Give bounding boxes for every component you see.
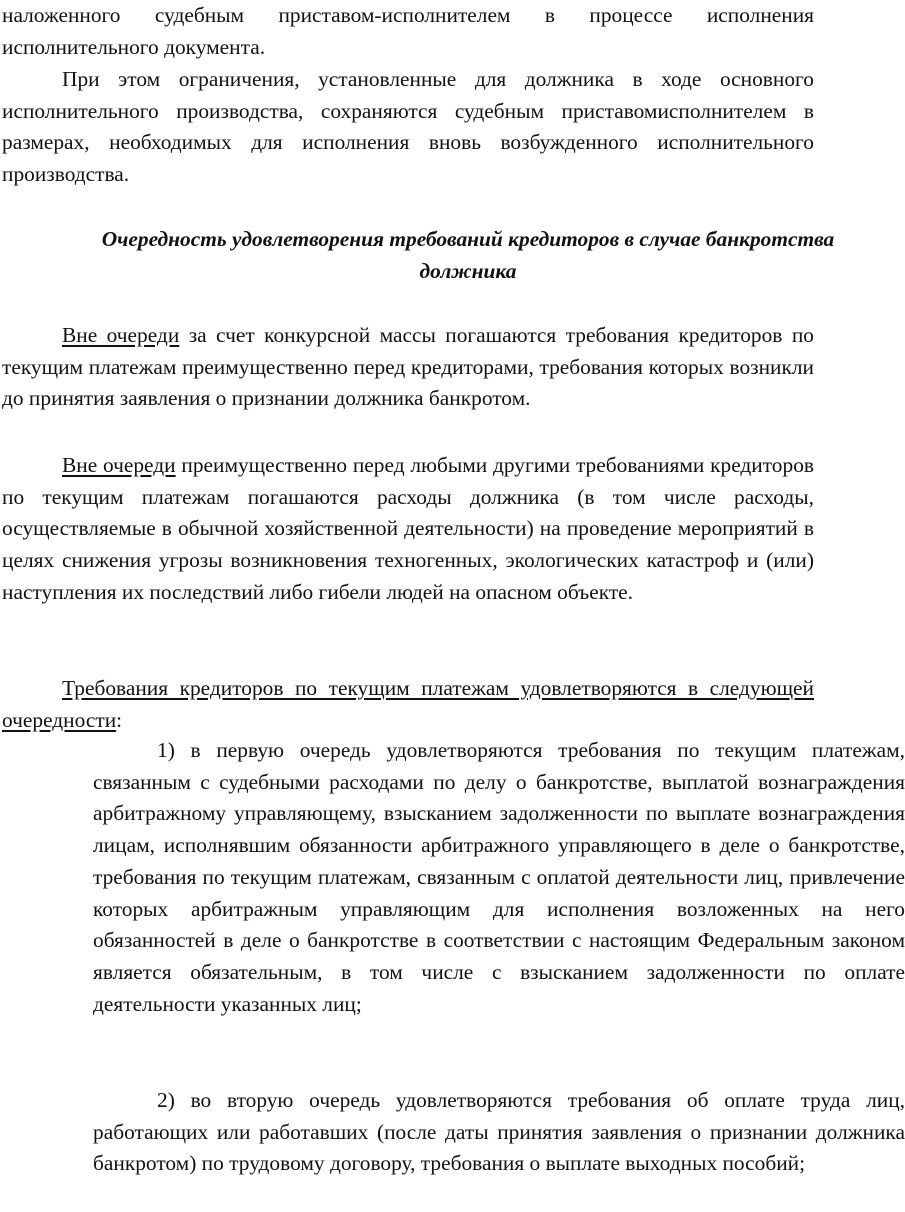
paragraph-text: преимущественно перед любыми другими требованиями кредиторов по текущим платежам погашаются расходы должника (в том числе расходы, осуществляемые в обычной хозяйственной деятельности) на проведение мероприятий в целях снижения угрозы возникновения техногенных, экологических катастроф и (или) наступления их последствий либо гибели людей на опасном объекте. <box>2 453 814 604</box>
paragraph-restrictions: При этом ограничения, установленные для должника в ходе основного исполнительного производства, сохраняются судебным приставомисполнителем в размерах, необходимых для исполнения вновь возбужденного исполнительного производства. <box>2 67 814 187</box>
paragraph-order-intro <box>2 673 814 736</box>
underlined-term: Вне очереди <box>62 323 180 347</box>
list-text: во вторую очередь удовлетворяются требования об оплате труда лиц, работающих или работавших (после даты принятия заявления о признании должника банкротом) по трудовому договору, требования о выплате выходных пособий; <box>93 1088 905 1176</box>
paragraph-out-of-turn-1 <box>2 320 814 415</box>
list-text: в первую очередь удовлетворяются требования по текущим платежам, связанным с судебными расходами по делу о банкротстве, выплатой вознаграждения арбитражному управляющему, взысканием задолженности по выплате вознаграждения лицам, исполнявшим обязанности арбитражного управляющего в деле о банкротстве, требования по текущим платежам, связанным с оплатой деятельности лиц, привлечение которых арбитражным управляющим для исполнения возложенных на него обязанностей в деле о банкротстве в соответствии с настоящим Федеральным законом является обязательным, в том числе с взысканием задолженности по оплате деятельности указанных лиц; <box>93 738 905 1016</box>
paragraph-continuation: наложенного судебным приставом-исполнителем в процессе исполнения исполнительного документа. <box>2 3 814 59</box>
paragraph-out-of-turn-2 <box>2 450 814 609</box>
list-number: 1) <box>157 738 175 762</box>
underlined-term: Вне очереди <box>62 453 176 477</box>
underlined-intro: Требования кредиторов по текущим платежам удовлетворяются в следующей очередности <box>2 676 814 732</box>
list-number: 2) <box>157 1088 175 1112</box>
section-heading: Очередность удовлетворения требований кредиторов в случае банкротства должника <box>101 227 835 283</box>
intro-colon: : <box>116 707 123 732</box>
list-item-first-priority <box>93 735 905 1020</box>
paragraph-text: за счет конкурсной массы погашаются требования кредиторов по текущим платежам преимущественно перед кредиторами, требования которых возникли до принятия заявления о признании должника банкротом. <box>2 323 814 411</box>
list-item-second-priority <box>93 1085 905 1180</box>
